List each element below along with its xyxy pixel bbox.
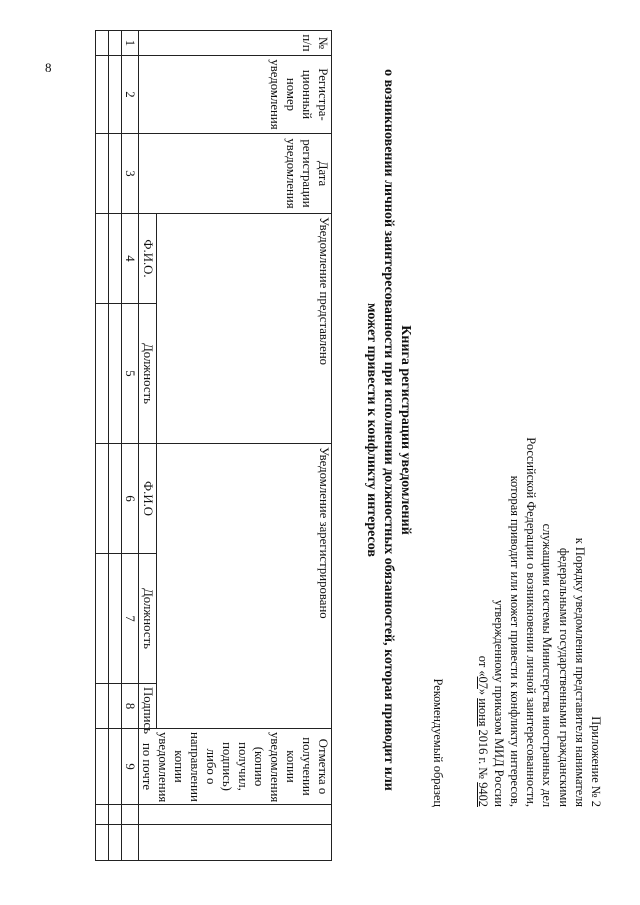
order-date-line (474, 377, 490, 807)
column-number: 8 (122, 684, 139, 729)
extra-column-header (139, 805, 332, 825)
empty-cell (122, 825, 139, 861)
empty-cell (96, 304, 109, 444)
col-registered-header: Уведомление зарегистрировано (157, 444, 332, 729)
empty-cell (96, 214, 109, 304)
submitted-position-subheader: Должность (139, 304, 157, 444)
page-number: 8 (45, 60, 52, 75)
empty-cell (109, 214, 122, 304)
col-receipt-header: Отметка о получении копии уведомления (копию получил, подпись) либо о направлении копии уведомления по почте (139, 729, 332, 805)
registered-signature-subheader: Подпись (139, 684, 157, 729)
empty-cell (109, 31, 122, 56)
title-line-3: может привести к конфликту интересов (364, 303, 379, 557)
registered-name-subheader: Ф.И.О (139, 444, 157, 554)
document-title (363, 40, 414, 820)
empty-cell (109, 684, 122, 729)
appendix-line: к Порядку уведомления представителя нанимателя (572, 537, 587, 807)
column-number: 7 (122, 554, 139, 684)
col-number-header: № п/п (139, 31, 332, 56)
empty-cell (109, 444, 122, 554)
empty-cell (109, 805, 122, 825)
appendix-line: Приложение № 2 (589, 716, 603, 807)
empty-table-row (109, 31, 122, 861)
appendix-line: утвержденному приказом МИД России (491, 599, 506, 807)
col-reg-number-header: Регистра-ционный номер уведомления (139, 56, 332, 134)
empty-cell (96, 56, 109, 134)
title-line-1: Книга регистрации уведомлений (398, 325, 413, 535)
column-number: 3 (122, 134, 139, 214)
empty-cell (96, 805, 109, 825)
column-number: 5 (122, 304, 139, 444)
order-prefix: от « (475, 655, 490, 677)
empty-cell (122, 805, 139, 825)
column-number: 2 (122, 56, 139, 134)
column-number-row (122, 31, 139, 861)
empty-cell (109, 825, 122, 861)
empty-cell (96, 554, 109, 684)
empty-cell (109, 729, 122, 805)
appendix-line: Российской Федерации о возникновении личной заинтересованности, (524, 437, 539, 807)
appendix-block (474, 377, 604, 807)
order-day: 07 (475, 676, 490, 689)
empty-table-row (96, 31, 109, 861)
empty-cell (96, 31, 109, 56)
extra-column-header (139, 825, 332, 861)
empty-cell (96, 729, 109, 805)
empty-cell (96, 825, 109, 861)
empty-cell (109, 554, 122, 684)
order-mid: » (475, 688, 490, 699)
column-number: 1 (122, 31, 139, 56)
order-number: 9402 (475, 782, 490, 807)
empty-cell (109, 134, 122, 214)
order-month: июня (475, 698, 490, 727)
empty-cell (109, 56, 122, 134)
registered-position-subheader: Должность (139, 554, 157, 684)
empty-cell (96, 684, 109, 729)
column-number: 6 (122, 444, 139, 554)
empty-cell (96, 134, 109, 214)
col-reg-date-header: Дата регистрации уведомления (139, 134, 332, 214)
col-submitted-header: Уведомление представлено (157, 214, 332, 444)
empty-cell (109, 304, 122, 444)
submitted-name-subheader: Ф.И.О. (139, 214, 157, 304)
order-year: 2016 г. № (475, 726, 490, 783)
column-number: 4 (122, 214, 139, 304)
column-number: 9 (122, 729, 139, 805)
appendix-line: которая приводит или может привести к конфликту интересов, (507, 475, 522, 807)
header-row (157, 31, 332, 861)
sample-label: Рекомендуемый образец (431, 678, 445, 807)
title-line-2: о возникновении личной заинтересованности при исполнении должностных обязанностей, которая приводит или (381, 69, 396, 791)
registration-table (95, 30, 332, 861)
appendix-line: федеральными государственными гражданскими (556, 547, 571, 807)
empty-cell (96, 444, 109, 554)
appendix-line: служащими системы Министерства иностранных дел (540, 523, 555, 807)
